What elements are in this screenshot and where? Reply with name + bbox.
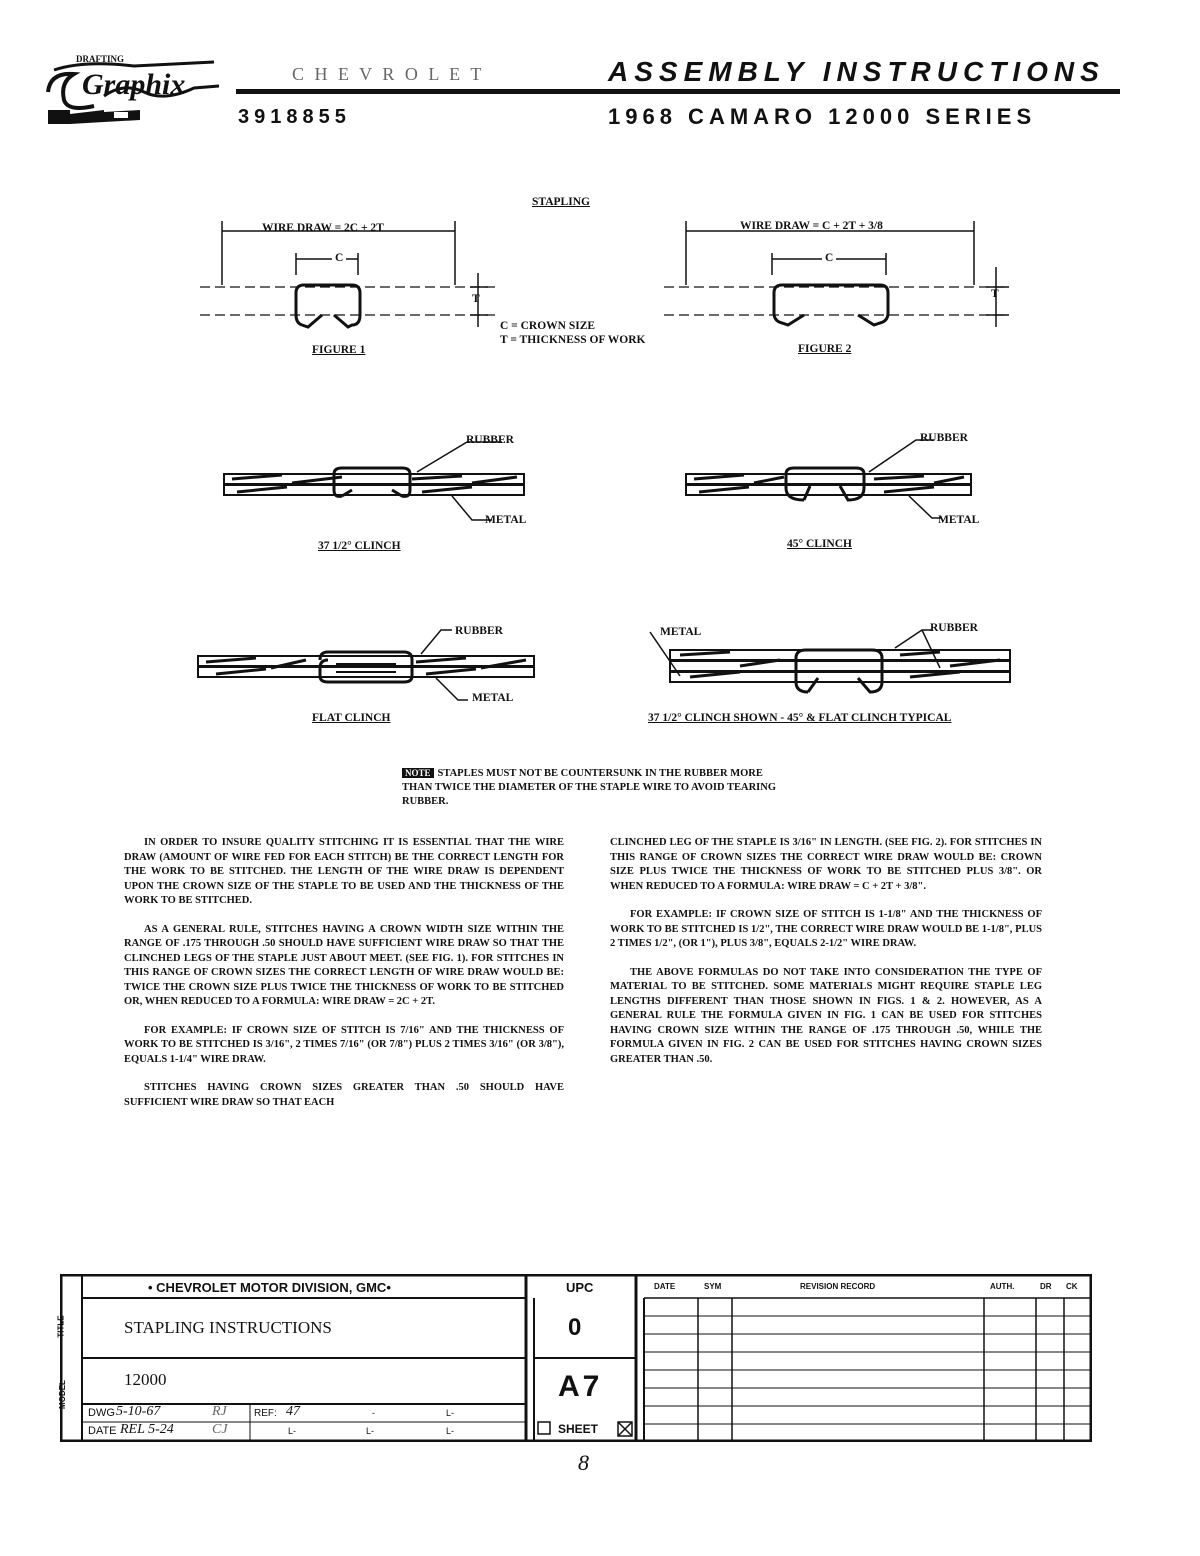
body-paragraph: THE ABOVE FORMULAS DO NOT TAKE INTO CONSIDERATION THE TYPE OF MATERIAL TO BE STITCHED. SOME MATERIALS MIGHT REQUIRE STAPLE LEG LENGTHS DIFFERENT THAN THOSE SHOWN IN FIGS. 1 & 2. HOWEVER, AS A GENERAL RULE THE FORMULA GIVEN IN FIG. 1 CAN BE USED FOR STITCHES HAVING CROWN SIZE WITHIN THE RANGE OF .175 THROUGH .50, WHILE THE FORMULA GIVEN IN FIG. 2 CAN BE USED FOR STITCHES HAVING CROWN SIZES GREATER THAN .50. [610, 966, 1042, 1065]
page-number: 8 [578, 1450, 589, 1475]
clinch-45-caption: 45° CLINCH [787, 538, 852, 550]
rev-header-dr: DR [1040, 1282, 1052, 1291]
upc-value: 0 [568, 1314, 582, 1341]
figure-1-caption: FIGURE 1 [312, 344, 366, 356]
dwg-label: DWG [88, 1407, 115, 1419]
logo-small-text: DRAFTING [76, 54, 125, 64]
clinch-45-rubber-label: RUBBER [920, 432, 968, 444]
title-side-label: TITLE [56, 1315, 66, 1338]
stapling-heading: STAPLING [532, 196, 590, 208]
clinch-typical-rubber-label: RUBBER [930, 622, 978, 634]
body-paragraph: STITCHES HAVING CROWN SIZES GREATER THAN .50 SHOULD HAVE SUFFICIENT WIRE DRAW SO THAT EACH [124, 1082, 564, 1108]
rev-header-sym: SYM [704, 1282, 722, 1291]
date-initials: CJ [212, 1422, 228, 1437]
staple-note [402, 766, 792, 809]
document-title: ASSEMBLY INSTRUCTIONS [608, 56, 1105, 87]
figure-1-diagram [200, 215, 500, 365]
l-mark: L- [446, 1408, 455, 1418]
l-mark: L- [366, 1426, 375, 1436]
body-paragraph: AS A GENERAL RULE, STITCHES HAVING A CROWN WIDTH SIZE WITHIN THE RANGE OF .175 THROUGH .50 SHOULD HAVE SUFFICIENT WIRE DRAW SO THAT THE CLINCHED LEGS OF THE STAPLE JUST ABOUT MEET. (SEE FIG. 1). FOR STITCHES IN THIS RANGE OF CROWN SIZES THE CORRECT LENGTH OF WIRE DRAW WOULD BE: TWICE THE CROWN SIZE PLUS TWICE THE THICKNESS OF WORK TO BE STITCHED OR, WHEN REDUCED TO A FORMULA: WIRE DRAW = 2C + 2T. [124, 923, 564, 1007]
group-number: A7 [558, 1370, 603, 1403]
dwg-date: 5-10-67 [116, 1404, 161, 1419]
legend-thickness: T = THICKNESS OF WORK [500, 334, 646, 346]
rev-header-auth: AUTH. [990, 1282, 1015, 1291]
note-tag: NOTE [402, 768, 434, 778]
ref-label: REF: [254, 1408, 277, 1419]
figure-1-c-label: C [332, 252, 346, 264]
title-block-division: • CHEVROLET MOTOR DIVISION, GMC• [148, 1280, 391, 1295]
clinch-45-metal-label: METAL [938, 514, 980, 526]
brand-spaced: C H E V R O L E T [292, 64, 485, 84]
dash-mark: - [372, 1408, 375, 1418]
body-paragraph: IN ORDER TO INSURE QUALITY STITCHING IT IS ESSENTIAL THAT THE WIRE DRAW (AMOUNT OF WIRE FED FOR EACH STITCH) BE THE CORRECT LENGTH FOR THE WORK TO BE STITCHED. THE LENGTH OF THE WIRE DRAW IS DEPENDENT UPON THE CROWN SIZE OF THE STAPLE TO BE USED AND THE THICKNESS OF THE WORK TO BE STITCHED. [124, 837, 564, 906]
l-mark: L- [288, 1426, 297, 1436]
figure-1-t-label: T [472, 293, 480, 305]
part-number: 3918855 [238, 106, 351, 128]
note-text: STAPLES MUST NOT BE COUNTERSUNK IN THE RUBBER MORE THAN TWICE THE DIAMETER OF THE STAPLE WIRE TO AVOID TEARING RUBBER. [402, 768, 777, 807]
legend-crown-size: C = CROWN SIZE [500, 320, 596, 332]
clinch-37-rubber-label: RUBBER [466, 434, 514, 446]
logo [44, 52, 222, 132]
document-subtitle: 1968 CAMARO 12000 SERIES [608, 104, 1037, 129]
release-date: REL 5-24 [120, 1422, 174, 1437]
rev-header-record: REVISION RECORD [800, 1282, 876, 1291]
date-label: DATE [88, 1425, 117, 1437]
body-paragraph: FOR EXAMPLE: IF CROWN SIZE OF STITCH IS 7/16" AND THE THICKNESS OF WORK TO BE STITCHED IS 3/16", 2 TIMES 7/16" (OR 7/8") PLUS 2 TIMES 3/16" (OR 3/8"), EQUALS 1-1/4" WIRE DRAW. [124, 1024, 564, 1065]
figure-2-formula: WIRE DRAW = C + 2T + 3/8 [740, 220, 883, 232]
body-left-column [124, 836, 564, 1124]
title-block [56, 1274, 1092, 1442]
title-block-upc-label: UPC [566, 1280, 594, 1295]
flat-clinch-metal-label: METAL [472, 692, 514, 704]
rev-header-ck: CK [1066, 1282, 1078, 1291]
rev-header-date: DATE [654, 1282, 676, 1291]
figure-2-t-label: T [991, 288, 999, 300]
clinch-typical-metal-label: METAL [660, 626, 702, 638]
header-rule [236, 89, 1120, 94]
flat-clinch-rubber-label: RUBBER [455, 625, 503, 637]
logo-main-text: Graphix [82, 68, 186, 101]
figure-2-c-label: C [822, 252, 836, 264]
clinch-typical-caption: 37 1/2° CLINCH SHOWN - 45° & FLAT CLINCH TYPICAL [648, 712, 952, 724]
ref-value: 47 [286, 1404, 300, 1419]
flat-clinch-caption: FLAT CLINCH [312, 712, 391, 724]
dwg-initials: RJ [212, 1404, 227, 1419]
sheet-label: SHEET [558, 1422, 599, 1436]
model-side-label: MODEL [57, 1380, 67, 1409]
figure-2-caption: FIGURE 2 [798, 343, 852, 355]
figure-1-formula: WIRE DRAW = 2C + 2T [262, 222, 384, 234]
body-paragraph: FOR EXAMPLE: IF CROWN SIZE OF STITCH IS 1-1/8" AND THE THICKNESS OF WORK TO BE STITCHED IS 1/2", THE CORRECT WIRE DRAW WOULD BE 1-1/8", PLUS 2 TIMES 1/2", (OR 1"), PLUS 3/8", EQUALS 2-1/2" WIRE DRAW. [610, 909, 1042, 949]
clinch-37-metal-label: METAL [485, 514, 527, 526]
body-right-column [610, 836, 1042, 1081]
drawing-title: STAPLING INSTRUCTIONS [124, 1318, 332, 1337]
l-mark: L- [446, 1426, 455, 1436]
model-number: 12000 [124, 1370, 167, 1389]
body-paragraph: CLINCHED LEG OF THE STAPLE IS 3/16" IN LENGTH. (SEE FIG. 2). FOR STITCHES IN THIS RANGE OF CROWN SIZES THE CORRECT WIRE DRAW WOULD BE: CROWN SIZE PLUS TWICE THE THICKNESS OF WORK TO BE STITCHED PLUS 3/8". OR WHEN REDUCED TO A FORMULA: WIRE DRAW = C + 2T + 3/8". [610, 837, 1042, 892]
clinch-37-caption: 37 1/2° CLINCH [318, 540, 401, 552]
